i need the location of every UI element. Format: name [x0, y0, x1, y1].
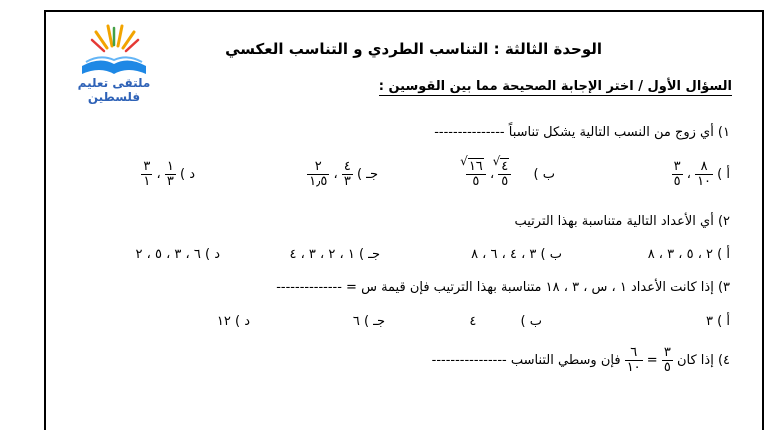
section-heading-text: السؤال الأول / اختر الإجابة الصحيحة مما بين القوسين :: [378, 79, 732, 94]
fraction: $\frac{٤}{٣}$: [343, 159, 351, 190]
section-heading: [379, 79, 732, 94]
fraction: $\frac{٣}{١}$: [143, 159, 151, 190]
question-2-text: ٢) أي الأعداد التالية متناسبة بهذا الترتيب: [514, 214, 730, 229]
fraction: $\frac{٦}{١٠}$: [626, 345, 641, 376]
q2-option-d: د ) ٦ ، ٣ ، ٥ ، ٢: [135, 247, 220, 262]
q1-option-a: أ ) $\frac{٨}{١٠}$ ، $\frac{٣}{٥}$: [673, 159, 730, 190]
question-4-text: ٤) إذا كان $\frac{٣}{٥}$ = $\frac{٦}{١٠}$ فإن وسطي التناسب ----------------: [431, 345, 730, 376]
q2-option-b: ب ) ٣ ، ٤ ، ٦ ، ٨: [471, 247, 562, 262]
fraction: √ $\frac{٤}{٥}$: [498, 160, 511, 189]
fraction: $\frac{١}{٣}$: [166, 159, 174, 190]
q1-option-c: جـ ) $\frac{٤}{٣}$ ، $\frac{٢}{١٫٥}$: [309, 159, 378, 190]
logo-text: ملتقى تعليم فلسطين: [77, 76, 151, 104]
fraction: √ $\frac{١٦}{٥}$: [466, 160, 486, 189]
q1-option-d: د ) $\frac{١}{٣}$ ، $\frac{٣}{١}$: [143, 159, 195, 190]
fraction: $\frac{٨}{١٠}$: [697, 159, 712, 190]
q2-option-c: جـ ) ١ ، ٢ ، ٣ ، ٤: [289, 247, 380, 262]
q2-option-a: أ ) ٢ ، ٥ ، ٣ ، ٨: [647, 247, 730, 262]
page-title: الوحدة الثالثة : التناسب الطردي و التناسب العكسي: [225, 40, 602, 58]
question-1-text: ١) أي زوج من النسب التالية يشكل تناسباً ---------------: [434, 125, 730, 140]
q3-option-a: أ ) ٣: [706, 314, 730, 329]
q1-option-b: ب ) √ $\frac{٤}{٥}$ ، √ $\frac{١٦}{٥}$: [466, 160, 555, 189]
q3-option-d: د ) ١٢: [216, 314, 250, 329]
fraction: $\frac{٣}{٥}$: [673, 159, 681, 190]
question-3-text: ٣) إذا كانت الأعداد ١ ، س ، ٣ ، ١٨ متناسبة بهذا الترتيب فإن قيمة س = --------------: [276, 280, 730, 295]
fraction: $\frac{٢}{١٫٥}$: [309, 159, 328, 190]
q3-option-c: جـ ) ٦: [352, 314, 385, 329]
q3-option-b: ب ) ٤: [469, 314, 542, 329]
fraction: $\frac{٣}{٥}$: [663, 345, 671, 376]
